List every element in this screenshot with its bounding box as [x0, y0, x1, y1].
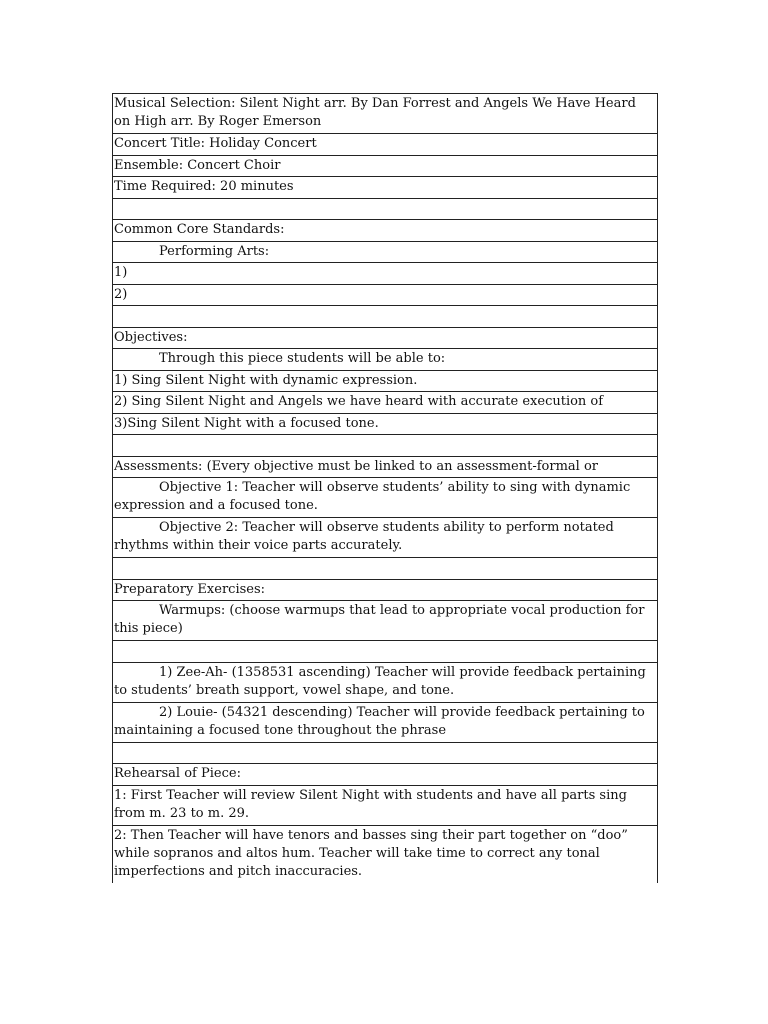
- rehearsal-row: [113, 764, 657, 786]
- objective-1-text: 1) Sing Silent Night with dynamic expression.: [114, 372, 418, 388]
- standard-2-row: [113, 285, 657, 307]
- warmups-text: Warmups: (choose warmups that lead to appropriate vocal production for this piece): [114, 603, 645, 636]
- objectives-row: [113, 328, 657, 350]
- common-core-standards-row: [113, 220, 657, 242]
- rehearsal-step-1-row: [113, 786, 657, 826]
- musical-selection-text: Musical Selection: Silent Night arr. By Dan Forrest and Angels We Have Heard on High arr. By Roger Emerson: [114, 96, 636, 129]
- blank-row: [113, 558, 657, 580]
- preparatory-exercises-heading: Preparatory Exercises:: [114, 581, 266, 597]
- blank-row: [113, 199, 657, 221]
- objectives-intro-row: [113, 349, 657, 371]
- standard-1-row: [113, 263, 657, 285]
- concert-title-row: [113, 134, 657, 156]
- standard-2-text: 2): [114, 286, 128, 302]
- warmup-2-text: 2) Louie- (54321 descending) Teacher will provide feedback pertaining to maintaining a focused tone throughout the phrase: [114, 704, 645, 738]
- objective-1-row: [113, 371, 657, 393]
- blank-row: [113, 306, 657, 328]
- objectives-heading: Objectives:: [114, 329, 188, 345]
- objective-3-text: 3)Sing Silent Night with a focused tone.: [114, 415, 379, 431]
- objective-2-text: 2) Sing Silent Night and Angels we have heard with accurate execution of: [114, 394, 604, 409]
- warmup-1-text: 1) Zee-Ah- (1358531 ascending) Teacher will provide feedback pertaining to students’ breath support, vowel shape, and tone.: [114, 664, 646, 698]
- objective-2-row: [113, 392, 657, 414]
- assessment-2-row: [113, 518, 657, 558]
- preparatory-exercises-row: [113, 580, 657, 602]
- time-required-text: Time Required: 20 minutes: [114, 179, 294, 194]
- performing-arts-label: Performing Arts:: [159, 243, 270, 259]
- assessment-1-row: [113, 478, 657, 518]
- ensemble-text: Ensemble: Concert Choir: [114, 157, 281, 173]
- ensemble-row: [113, 156, 657, 178]
- rehearsal-step-1-text: 1: First Teacher will review Silent Night with students and have all parts sing from m. 23 to m. 29.: [114, 787, 627, 821]
- blank-row: [113, 743, 657, 765]
- lesson-plan-table: [112, 93, 658, 883]
- blank-row: [113, 641, 657, 663]
- standard-1-text: 1): [114, 265, 128, 280]
- rehearsal-step-2-text: 2: Then Teacher will have tenors and basses sing their part together on “doo” while sopranos and altos hum. Teacher will take time to correct any tonal imperfections and pitch inaccuracies.: [114, 827, 628, 879]
- time-required-row: [113, 177, 657, 199]
- common-core-standards-heading: Common Core Standards:: [114, 222, 285, 237]
- concert-title-text: Concert Title: Holiday Concert: [114, 136, 317, 151]
- warmup-2-row: [113, 703, 657, 743]
- objective-3-row: [113, 414, 657, 436]
- assessments-row: [113, 457, 657, 479]
- assessment-1-text: Objective 1: Teacher will observe students’ ability to sing with dynamic expression and a focused tone.: [114, 480, 631, 513]
- performing-arts-row: [113, 242, 657, 264]
- assessments-heading: Assessments: (Every objective must be linked to an assessment-formal or: [114, 458, 598, 474]
- objectives-intro-text: Through this piece students will be able to:: [159, 351, 446, 366]
- assessment-2-text: Objective 2: Teacher will observe students ability to perform notated rhythms within their voice parts accurately.: [114, 520, 614, 553]
- blank-row: [113, 435, 657, 457]
- musical-selection-row: [113, 94, 657, 134]
- warmups-row: [113, 601, 657, 641]
- rehearsal-heading: Rehearsal of Piece:: [114, 766, 241, 781]
- rehearsal-step-2-row: [113, 826, 657, 883]
- warmup-1-row: [113, 663, 657, 703]
